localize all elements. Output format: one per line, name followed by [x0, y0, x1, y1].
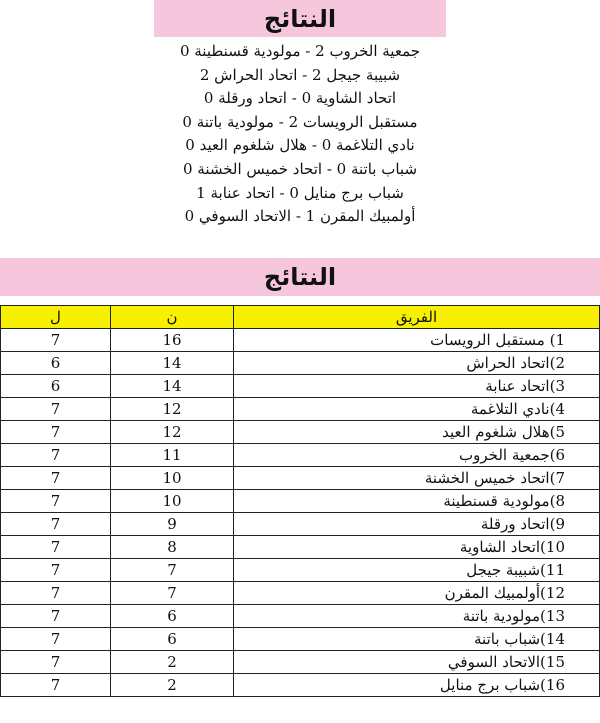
cell-team: 8)مولودية قسنطينة: [234, 490, 600, 513]
cell-n: 6: [111, 628, 234, 651]
cell-n: 12: [111, 398, 234, 421]
standings-title-banner: [0, 258, 600, 296]
cell-n: 10: [111, 467, 234, 490]
result-line: اتحاد الشاوية 0 - اتحاد ورقلة 0: [203, 89, 397, 108]
cell-team: 10)اتحاد الشاوية: [234, 536, 600, 559]
cell-l: 6: [1, 352, 111, 375]
table-row: [1, 421, 600, 444]
cell-l: 7: [1, 536, 111, 559]
header-l: ل: [1, 306, 111, 329]
cell-l: 7: [1, 444, 111, 467]
result-line: مستقبل الرويسات 2 - مولودية باتنة 0: [182, 112, 418, 131]
table-row: [1, 375, 600, 398]
cell-l: 7: [1, 490, 111, 513]
table-row: [1, 605, 600, 628]
cell-l: 7: [1, 674, 111, 697]
result-line: شباب برج منايل 0 - اتحاد عنابة 1: [196, 183, 404, 202]
cell-l: 7: [1, 628, 111, 651]
cell-n: 9: [111, 513, 234, 536]
cell-team: 2)اتحاد الحراش: [234, 352, 600, 375]
result-line: أولمبيك المقرن 1 - الاتحاد السوفي 0: [184, 207, 416, 226]
standings-body: [1, 329, 600, 697]
table-row: [1, 651, 600, 674]
table-row: [1, 582, 600, 605]
cell-team: 3)اتحاد عنابة: [234, 375, 600, 398]
cell-team: 1) مستقبل الرويسات: [234, 329, 600, 352]
cell-team: 11)شبيبة جيجل: [234, 559, 600, 582]
result-line: شباب باتنة 0 - اتحاد خميس الخشنة 0: [182, 159, 418, 178]
cell-n: 14: [111, 352, 234, 375]
table-row: [1, 513, 600, 536]
cell-team: 9)اتحاد ورقلة: [234, 513, 600, 536]
cell-l: 7: [1, 582, 111, 605]
header-n: ن: [111, 306, 234, 329]
cell-l: 7: [1, 513, 111, 536]
cell-team: 5)هلال شلغوم العيد: [234, 421, 600, 444]
cell-team: 4)نادي التلاغمة: [234, 398, 600, 421]
cell-team: 13)مولودية باتنة: [234, 605, 600, 628]
cell-team: 7)اتحاد خميس الخشنة: [234, 467, 600, 490]
cell-l: 6: [1, 375, 111, 398]
cell-team: 16)شباب برج منايل: [234, 674, 600, 697]
cell-team: 12)أولمبيك المقرن: [234, 582, 600, 605]
cell-n: 10: [111, 490, 234, 513]
cell-l: 7: [1, 651, 111, 674]
table-row: [1, 352, 600, 375]
cell-l: 7: [1, 329, 111, 352]
cell-n: 2: [111, 651, 234, 674]
standings-table: [0, 305, 600, 697]
cell-l: 7: [1, 559, 111, 582]
cell-n: 16: [111, 329, 234, 352]
cell-l: 7: [1, 467, 111, 490]
results-title-banner: [154, 0, 446, 37]
cell-n: 11: [111, 444, 234, 467]
table-row: [1, 444, 600, 467]
table-row: [1, 559, 600, 582]
cell-n: 6: [111, 605, 234, 628]
standings-title: النتائج: [263, 263, 337, 291]
result-line: شبيبة جيجل 2 - اتحاد الحراش 2: [199, 65, 401, 84]
table-row: [1, 674, 600, 697]
cell-team: 15)الاتحاد السوفي: [234, 651, 600, 674]
table-row: [1, 536, 600, 559]
cell-n: 8: [111, 536, 234, 559]
cell-team: 6)جمعية الخروب: [234, 444, 600, 467]
table-row: [1, 467, 600, 490]
cell-n: 7: [111, 582, 234, 605]
cell-l: 7: [1, 398, 111, 421]
cell-n: 7: [111, 559, 234, 582]
cell-l: 7: [1, 605, 111, 628]
header-team: الفريق: [234, 306, 600, 329]
table-row: [1, 329, 600, 352]
results-list: [140, 40, 460, 229]
cell-n: 2: [111, 674, 234, 697]
results-title: النتائج: [263, 4, 337, 33]
table-row: [1, 490, 600, 513]
standings-header-row: [1, 306, 600, 329]
cell-l: 7: [1, 421, 111, 444]
result-line: نادي التلاغمة 0 - هلال شلغوم العيد 0: [185, 136, 415, 155]
table-row: [1, 398, 600, 421]
cell-team: 14)شباب باتنة: [234, 628, 600, 651]
cell-n: 12: [111, 421, 234, 444]
result-line: جمعية الخروب 2 - مولودية قسنطينة 0: [179, 42, 421, 60]
table-row: [1, 628, 600, 651]
cell-n: 14: [111, 375, 234, 398]
